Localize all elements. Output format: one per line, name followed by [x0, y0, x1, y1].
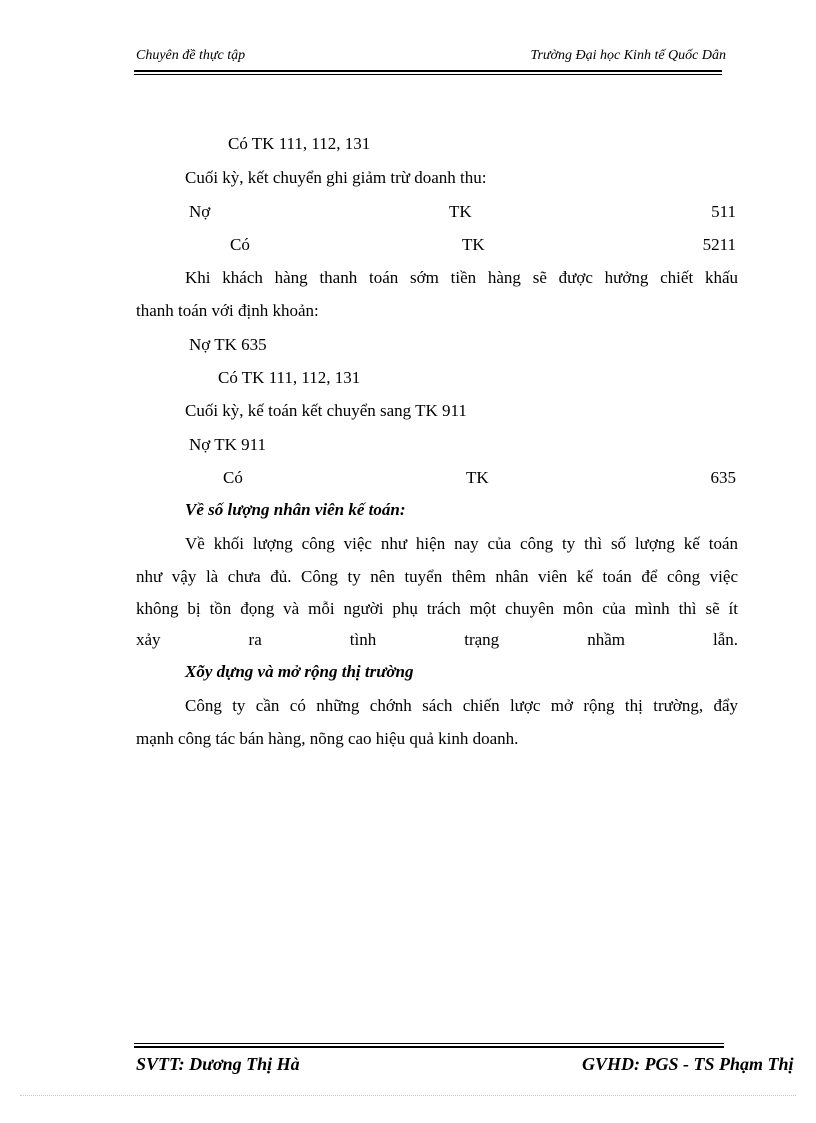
- header-right: Trường Đại học Kinh tế Quốc Dân: [530, 48, 726, 63]
- entry-credit-account: 5211: [702, 235, 736, 254]
- footer-rule-thin: [134, 1043, 724, 1044]
- entry-credit-label-2: Có: [223, 468, 243, 487]
- entry-credit-account-2: 635: [710, 468, 736, 487]
- paragraph-line: Công ty cần có những chớnh sách chiến lược mở rộng thị trường, đẩy: [185, 696, 738, 715]
- line-no-911: Nợ TK 911: [189, 435, 266, 454]
- paragraph-text: xảy ra tình trạng nhầm lẫn.: [136, 630, 738, 649]
- entry-debit-account: 511: [711, 202, 736, 221]
- entry-debit-label: Nợ: [189, 202, 211, 221]
- line-cuoi-ky-2: Cuối kỳ, kế toán kết chuyển sang TK 911: [185, 401, 467, 420]
- line-co-tk-2: Có TK 111, 112, 131: [218, 368, 361, 387]
- section-heading: Xõy dựng và mở rộng thị trường: [185, 662, 414, 681]
- page-divider: [20, 1095, 796, 1096]
- paragraph-line: mạnh công tác bán hàng, nõng cao hiệu quả kinh doanh.: [136, 729, 519, 748]
- header-rule: [134, 70, 722, 72]
- paragraph-line: Khi khách hàng thanh toán sớm tiền hàng sẽ được hưởng chiết khấu: [185, 268, 738, 287]
- paragraph-line: không bị tồn đọng và mỗi người phụ trách một chuyên môn của mình thì sẽ ít: [136, 599, 738, 618]
- entry-credit-label: Có: [230, 235, 250, 254]
- paragraph-line: như vậy là chưa đủ. Công ty nên tuyển thêm nhân viên kế toán để công việc: [136, 567, 738, 586]
- footer-right: GVHD: PGS - TS Phạm Thị: [582, 1054, 794, 1074]
- entry-credit-tk-2: TK: [466, 468, 489, 487]
- footer-left: SVTT: Dương Thị Hà: [136, 1054, 300, 1074]
- line-cuoi-ky-1: Cuối kỳ, kết chuyển ghi giảm trừ doanh thu:: [185, 168, 487, 187]
- entry-credit-tk: TK: [462, 235, 485, 254]
- line-no-635: Nợ TK 635: [189, 335, 267, 354]
- entry-debit-tk: TK: [449, 202, 472, 221]
- paragraph-line: thanh toán với định khoản:: [136, 301, 319, 320]
- footer-rule: [134, 1046, 724, 1048]
- paragraph-line: [136, 630, 738, 650]
- paragraph-line: Về khối lượng công việc như hiện nay của công ty thì số lượng kế toán: [185, 534, 738, 553]
- header-rule-thin: [134, 74, 722, 75]
- section-heading: Về số lượng nhân viên kế toán:: [185, 500, 406, 519]
- line-co-tk: Có TK 111, 112, 131: [228, 134, 371, 153]
- header-left: Chuyên đề thực tập: [136, 48, 246, 63]
